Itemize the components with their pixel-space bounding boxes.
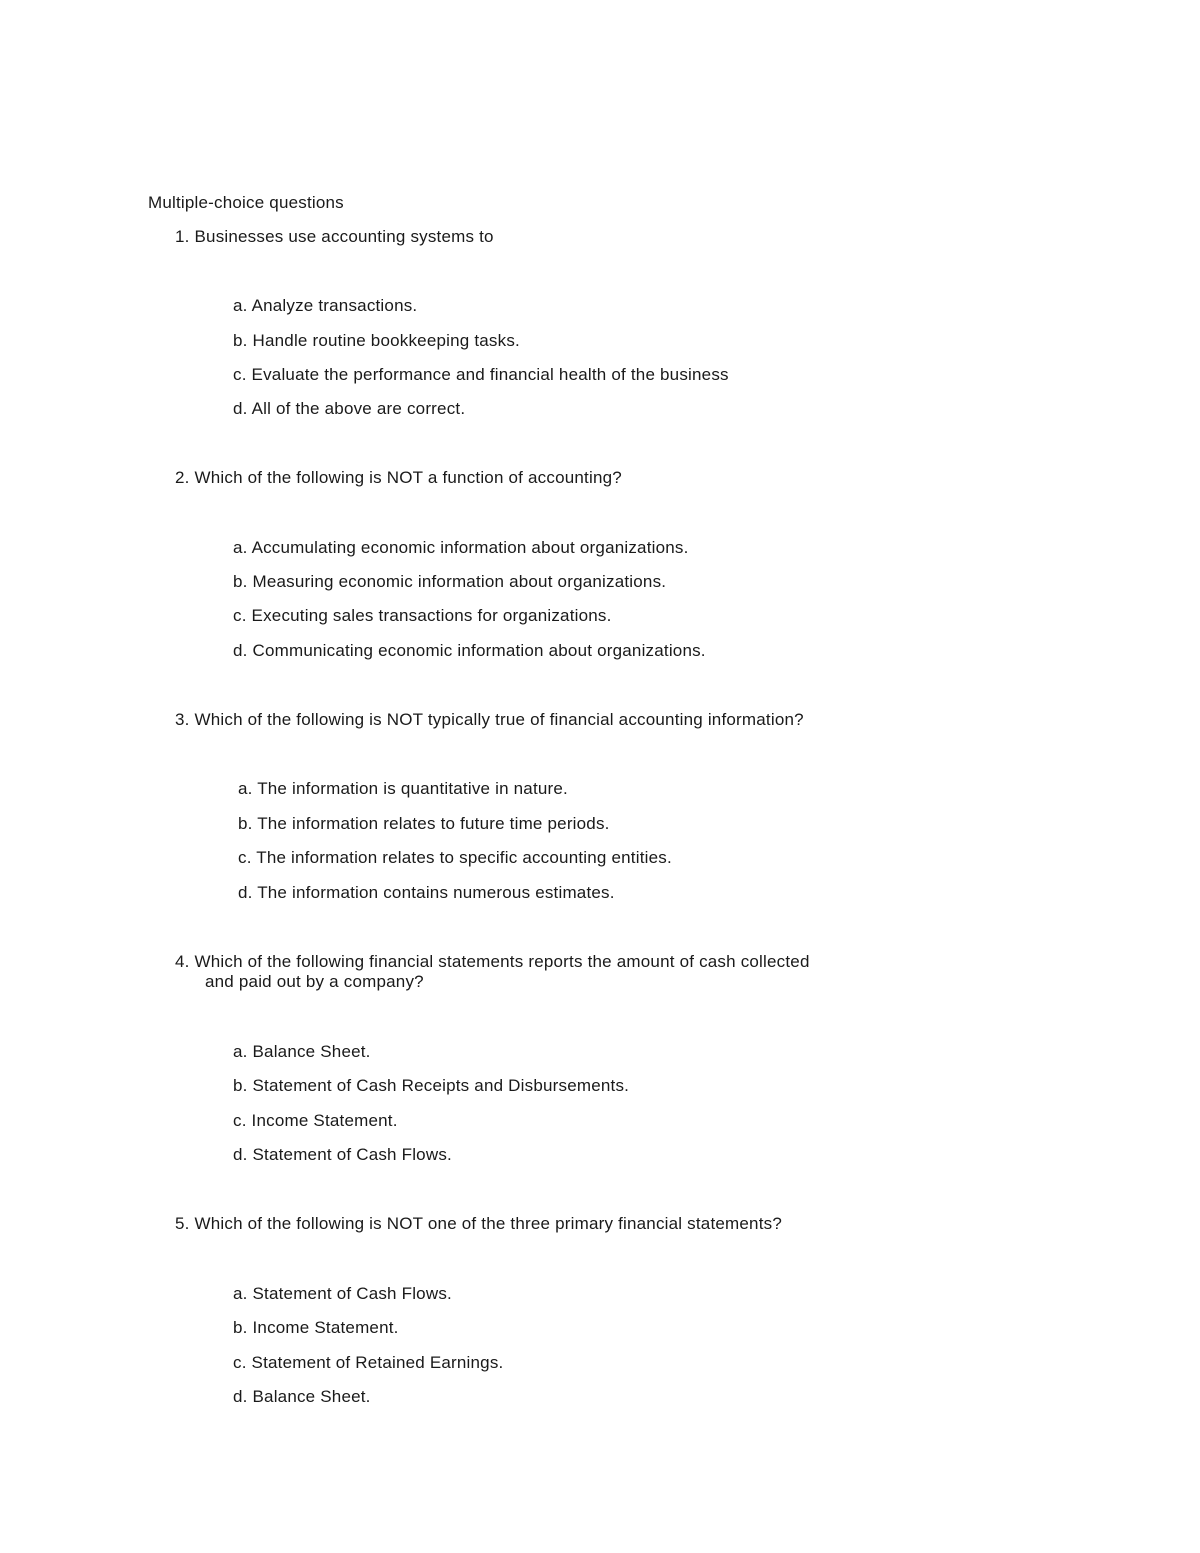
q3-option-c: c. The information relates to specific accounting entities. [238,848,672,867]
q5-option-a: a. Statement of Cash Flows. [233,1284,452,1303]
q5-option-b: b. Income Statement. [233,1318,399,1337]
question-4 [175,952,810,992]
question-2: 2. Which of the following is NOT a function of accounting? [175,468,622,487]
q2-option-d: d. Communicating economic information about organizations. [233,641,706,660]
q1-option-a: a. Analyze transactions. [233,296,418,315]
q2-option-a: a. Accumulating economic information about organizations. [233,538,689,557]
question-4-line-1: 4. Which of the following financial statements reports the amount of cash collected [175,952,810,971]
q5-option-d: d. Balance Sheet. [233,1387,371,1406]
q1-option-b: b. Handle routine bookkeeping tasks. [233,331,520,350]
q3-option-b: b. The information relates to future time periods. [238,814,610,833]
question-1: 1. Businesses use accounting systems to [175,227,494,246]
question-5: 5. Which of the following is NOT one of the three primary financial statements? [175,1214,782,1233]
q2-option-c: c. Executing sales transactions for organizations. [233,606,612,625]
page-heading: Multiple-choice questions [148,193,344,212]
q4-option-d: d. Statement of Cash Flows. [233,1145,452,1164]
q2-option-b: b. Measuring economic information about organizations. [233,572,667,591]
q3-option-a: a. The information is quantitative in nature. [238,779,568,798]
q5-option-c: c. Statement of Retained Earnings. [233,1353,504,1372]
q4-option-b: b. Statement of Cash Receipts and Disbursements. [233,1076,630,1095]
question-3: 3. Which of the following is NOT typically true of financial accounting information? [175,710,804,729]
question-4-line-2: and paid out by a company? [205,972,424,991]
q3-option-d: d. The information contains numerous estimates. [238,883,615,902]
q4-option-a: a. Balance Sheet. [233,1042,371,1061]
q1-option-d: d. All of the above are correct. [233,399,466,418]
q1-option-c: c. Evaluate the performance and financial health of the business [233,365,729,384]
q4-option-c: c. Income Statement. [233,1111,398,1130]
